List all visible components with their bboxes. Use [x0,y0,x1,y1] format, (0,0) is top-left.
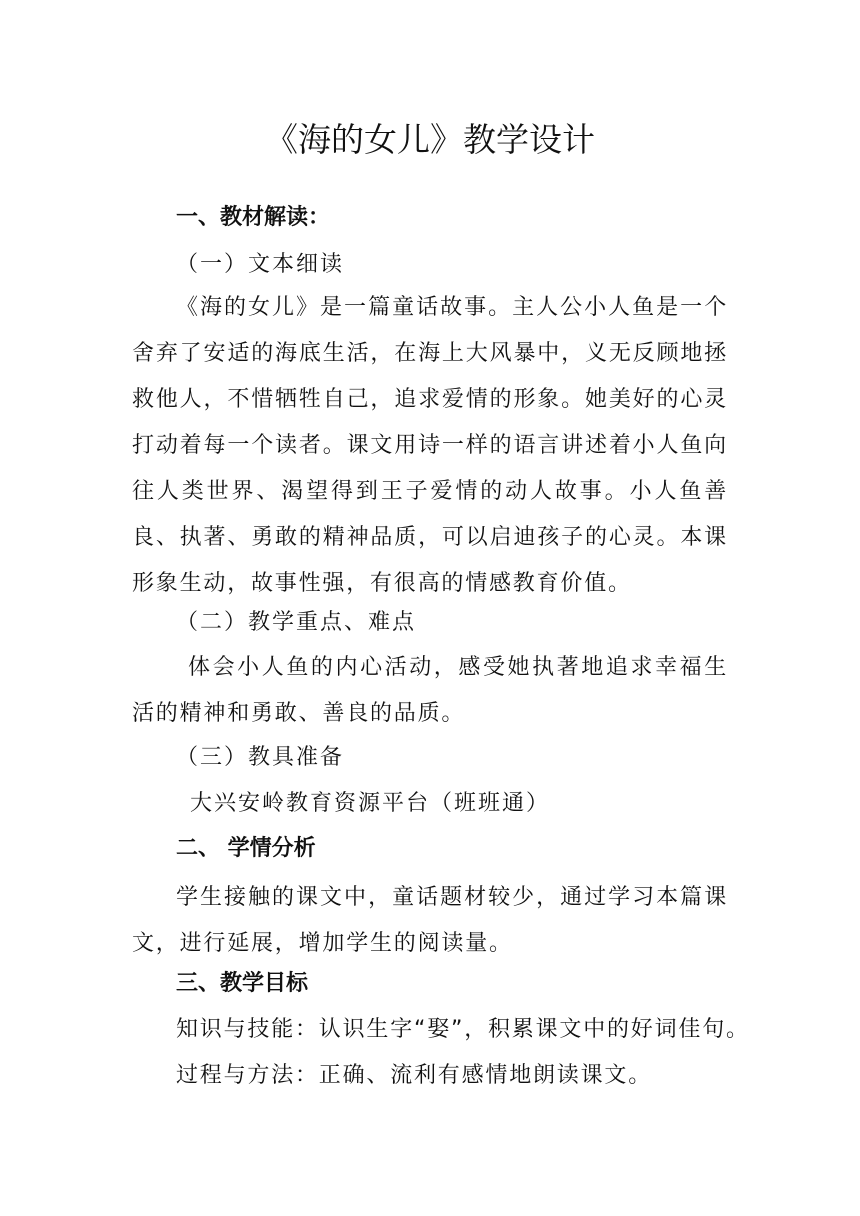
document-title: 《海的女儿》教学设计 [265,120,595,159]
section-heading-teaching-objectives: 三、教学目标 [176,971,309,996]
paragraph-text-reading: 《海的女儿》是一篇童话故事。主人公小人鱼是一个舍弃了安适的海底生活，在海上大风暴中，义无反顾地拯救他人，不惜牺牲自己，追求爱情的形象。她美好的心灵打动着每一个读者。课文用诗一样的语言讲述着小人鱼向往人类世界、渴望得到王子爱情的动人故事。小人鱼善良、执著、勇敢的精神品质，可以启迪孩子的心灵。本课形象生动，故事性强，有很高的情感教育价值。 [132,295,728,596]
objective-process-methods: 过程与方法：正确、流利有感情地朗读课文。 [176,1063,653,1088]
section-heading-learner-analysis: 二、 学情分析 [176,836,316,861]
section-heading-textbook-analysis: 一、教材解读： [176,205,331,230]
paragraph-teaching-aids: 大兴安岭教育资源平台（班班通） [190,791,551,816]
paragraph-learner-analysis: 学生接触的课文中，童话题材较少，通过学习本篇课文，进行延展，增加学生的阅读量。 [132,885,728,956]
objective-knowledge-skills: 知识与技能：认识生字“娶”，积累课文中的好词佳句。 [176,1017,750,1042]
subheading-teaching-aids: （三）教具准备 [176,745,345,770]
subheading-key-points: （二）教学重点、难点 [176,610,417,635]
subheading-text-reading: （一）文本细读 [176,252,345,277]
paragraph-key-points: 体会小人鱼的内心活动，感受她执著地追求幸福生活的精神和勇敢、善良的品质。 [132,655,728,726]
